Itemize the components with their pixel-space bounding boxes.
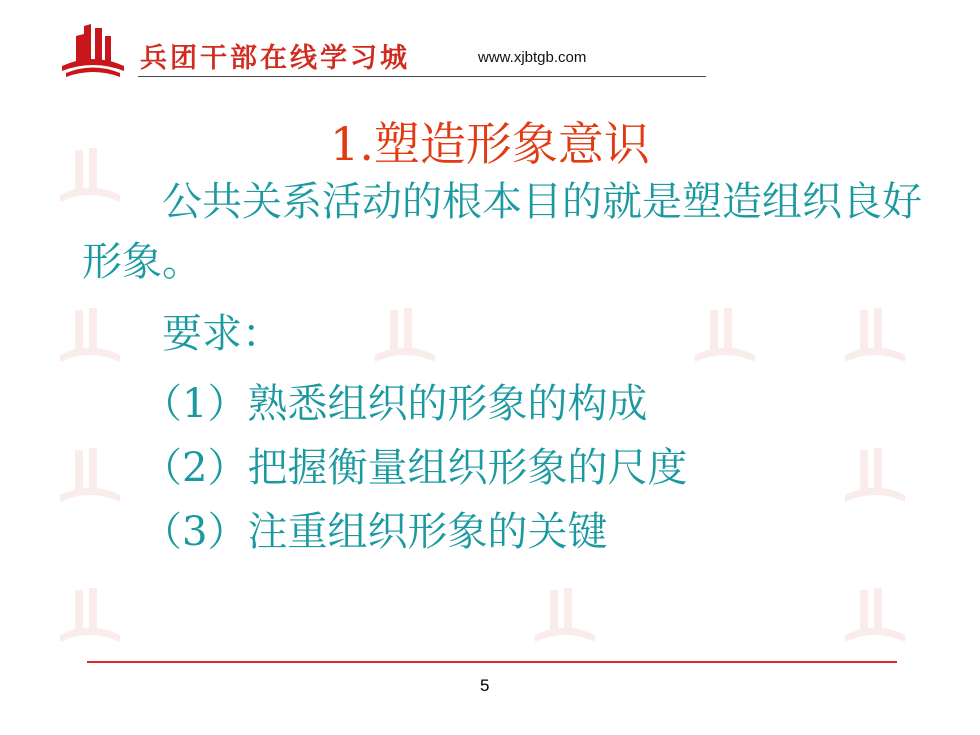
requirement-item: （2）把握衡量组织形象的尺度 (142, 445, 688, 491)
site-url[interactable]: www.xjbtgb.com (478, 49, 587, 66)
watermark-logo-icon (55, 440, 125, 510)
requirement-item: （3）注重组织形象的关键 (142, 509, 608, 555)
header-divider (138, 76, 706, 77)
watermark-logo-icon (840, 440, 910, 510)
requirement-item: （1）熟悉组织的形象的构成 (142, 381, 648, 427)
page-number: 5 (480, 676, 490, 695)
slide-title: 1.塑造形象意识 (330, 117, 650, 171)
site-name: 兵团干部在线学习城 (140, 43, 410, 74)
intro-paragraph: 公共关系活动的根本目的就是塑造组织良好形象。 (82, 179, 922, 285)
watermark-logo-icon (370, 300, 440, 370)
watermark-logo-icon (55, 300, 125, 370)
site-logo-icon (58, 22, 128, 82)
watermark-logo-icon (530, 580, 600, 650)
watermark-logo-icon (690, 300, 760, 370)
footer-divider (87, 661, 897, 663)
watermark-logo-icon (55, 580, 125, 650)
watermark-logo-icon (840, 580, 910, 650)
site-header (58, 22, 648, 82)
requirements-label: 要求： (162, 311, 282, 357)
watermark-logo-icon (840, 300, 910, 370)
